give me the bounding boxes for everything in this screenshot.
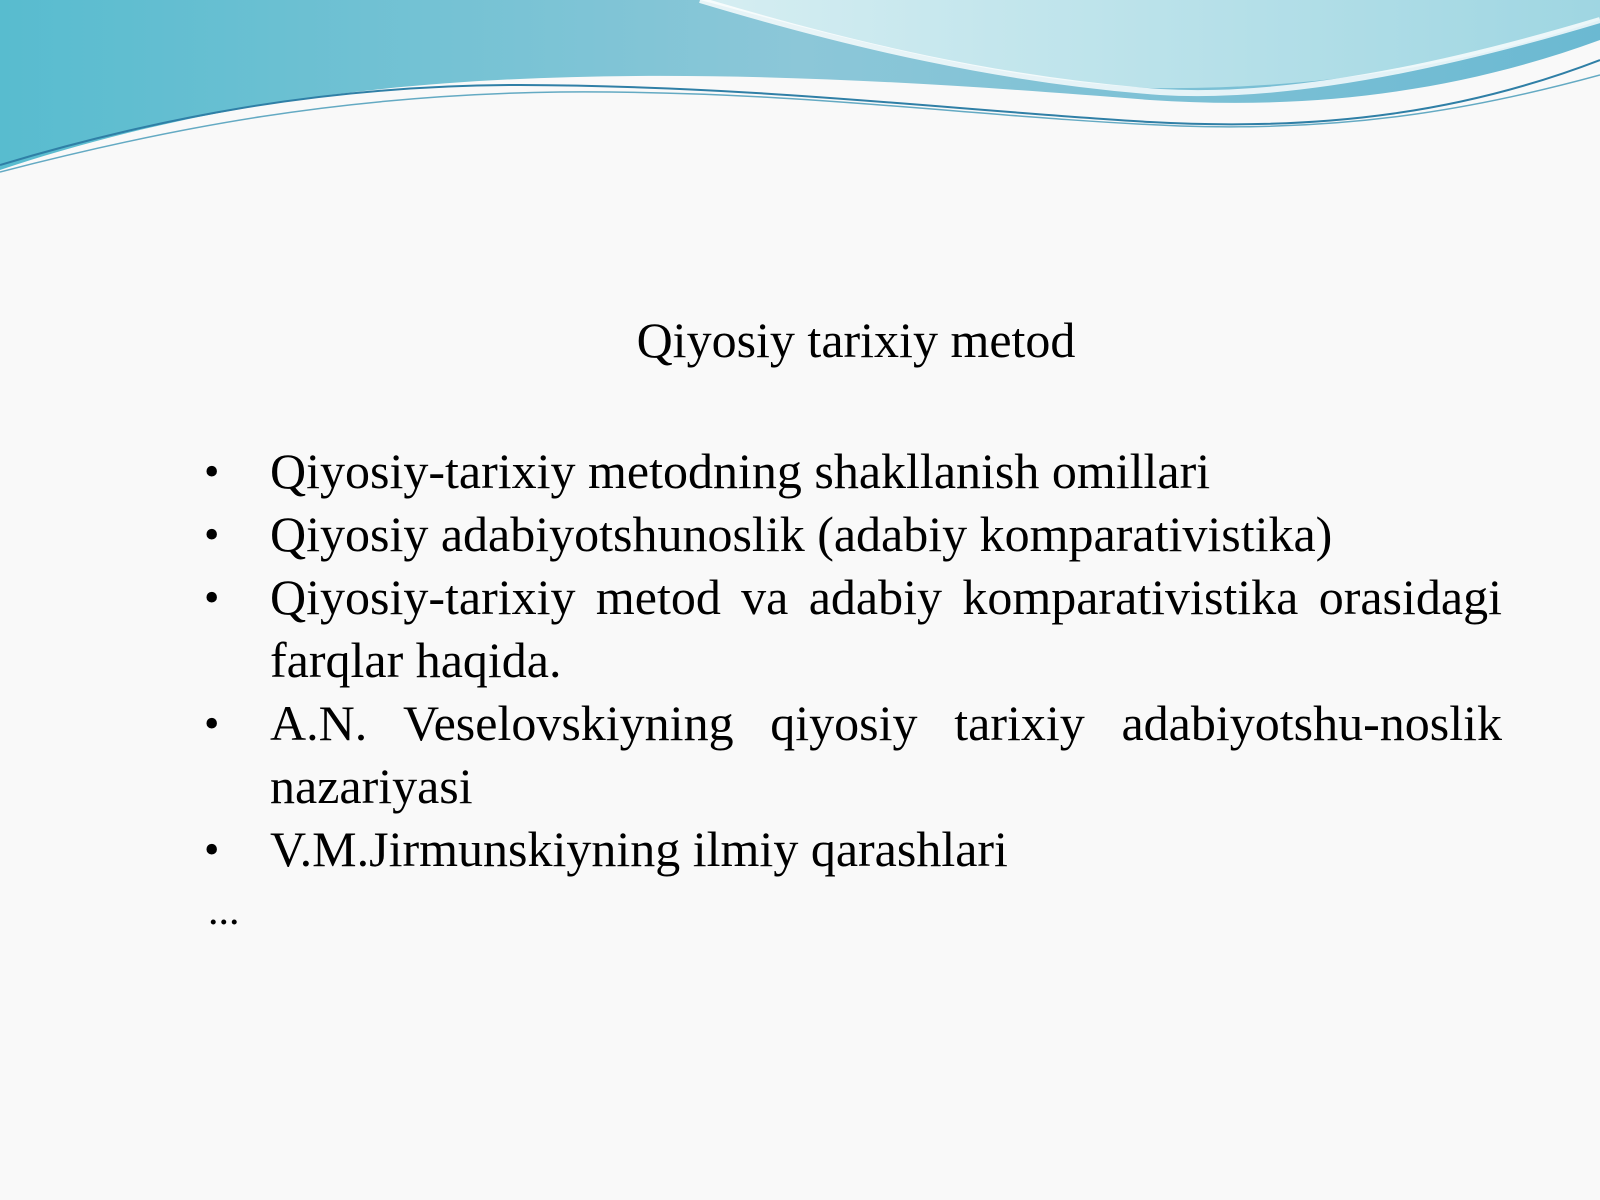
trailing-ellipsis: ...: [208, 888, 240, 934]
list-item-text: Qiyosiy-tarixiy metod va adabiy komparativistika orasidagi farqlar haqida.: [270, 569, 1502, 688]
bullet-icon: •: [204, 825, 220, 874]
bullet-icon: •: [204, 573, 220, 622]
list-item: [204, 440, 1502, 503]
list-item-text: Qiyosiy-tarixiy metodning shakllanish omillari: [270, 443, 1211, 499]
bullet-icon: •: [204, 699, 220, 748]
slide-title: Qiyosiy tarixiy metod: [636, 312, 1076, 368]
bullet-list: [204, 440, 1502, 881]
list-item: [204, 503, 1502, 566]
list-item-text: V.M.Jirmunskiyning ilmiy qarashlari: [270, 821, 1008, 877]
bullet-icon: •: [204, 447, 220, 496]
list-item: [204, 692, 1502, 818]
list-item-text: Qiyosiy adabiyotshunoslik (adabiy komparativistika): [270, 506, 1333, 562]
list-item-text: A.N. Veselovskiyning qiyosiy tarixiy adabiyotshu-noslik nazariyasi: [270, 695, 1502, 814]
bullet-icon: •: [204, 510, 220, 559]
list-item: [204, 566, 1502, 692]
list-item: [204, 818, 1502, 881]
header-wave-decoration: [0, 0, 1600, 200]
